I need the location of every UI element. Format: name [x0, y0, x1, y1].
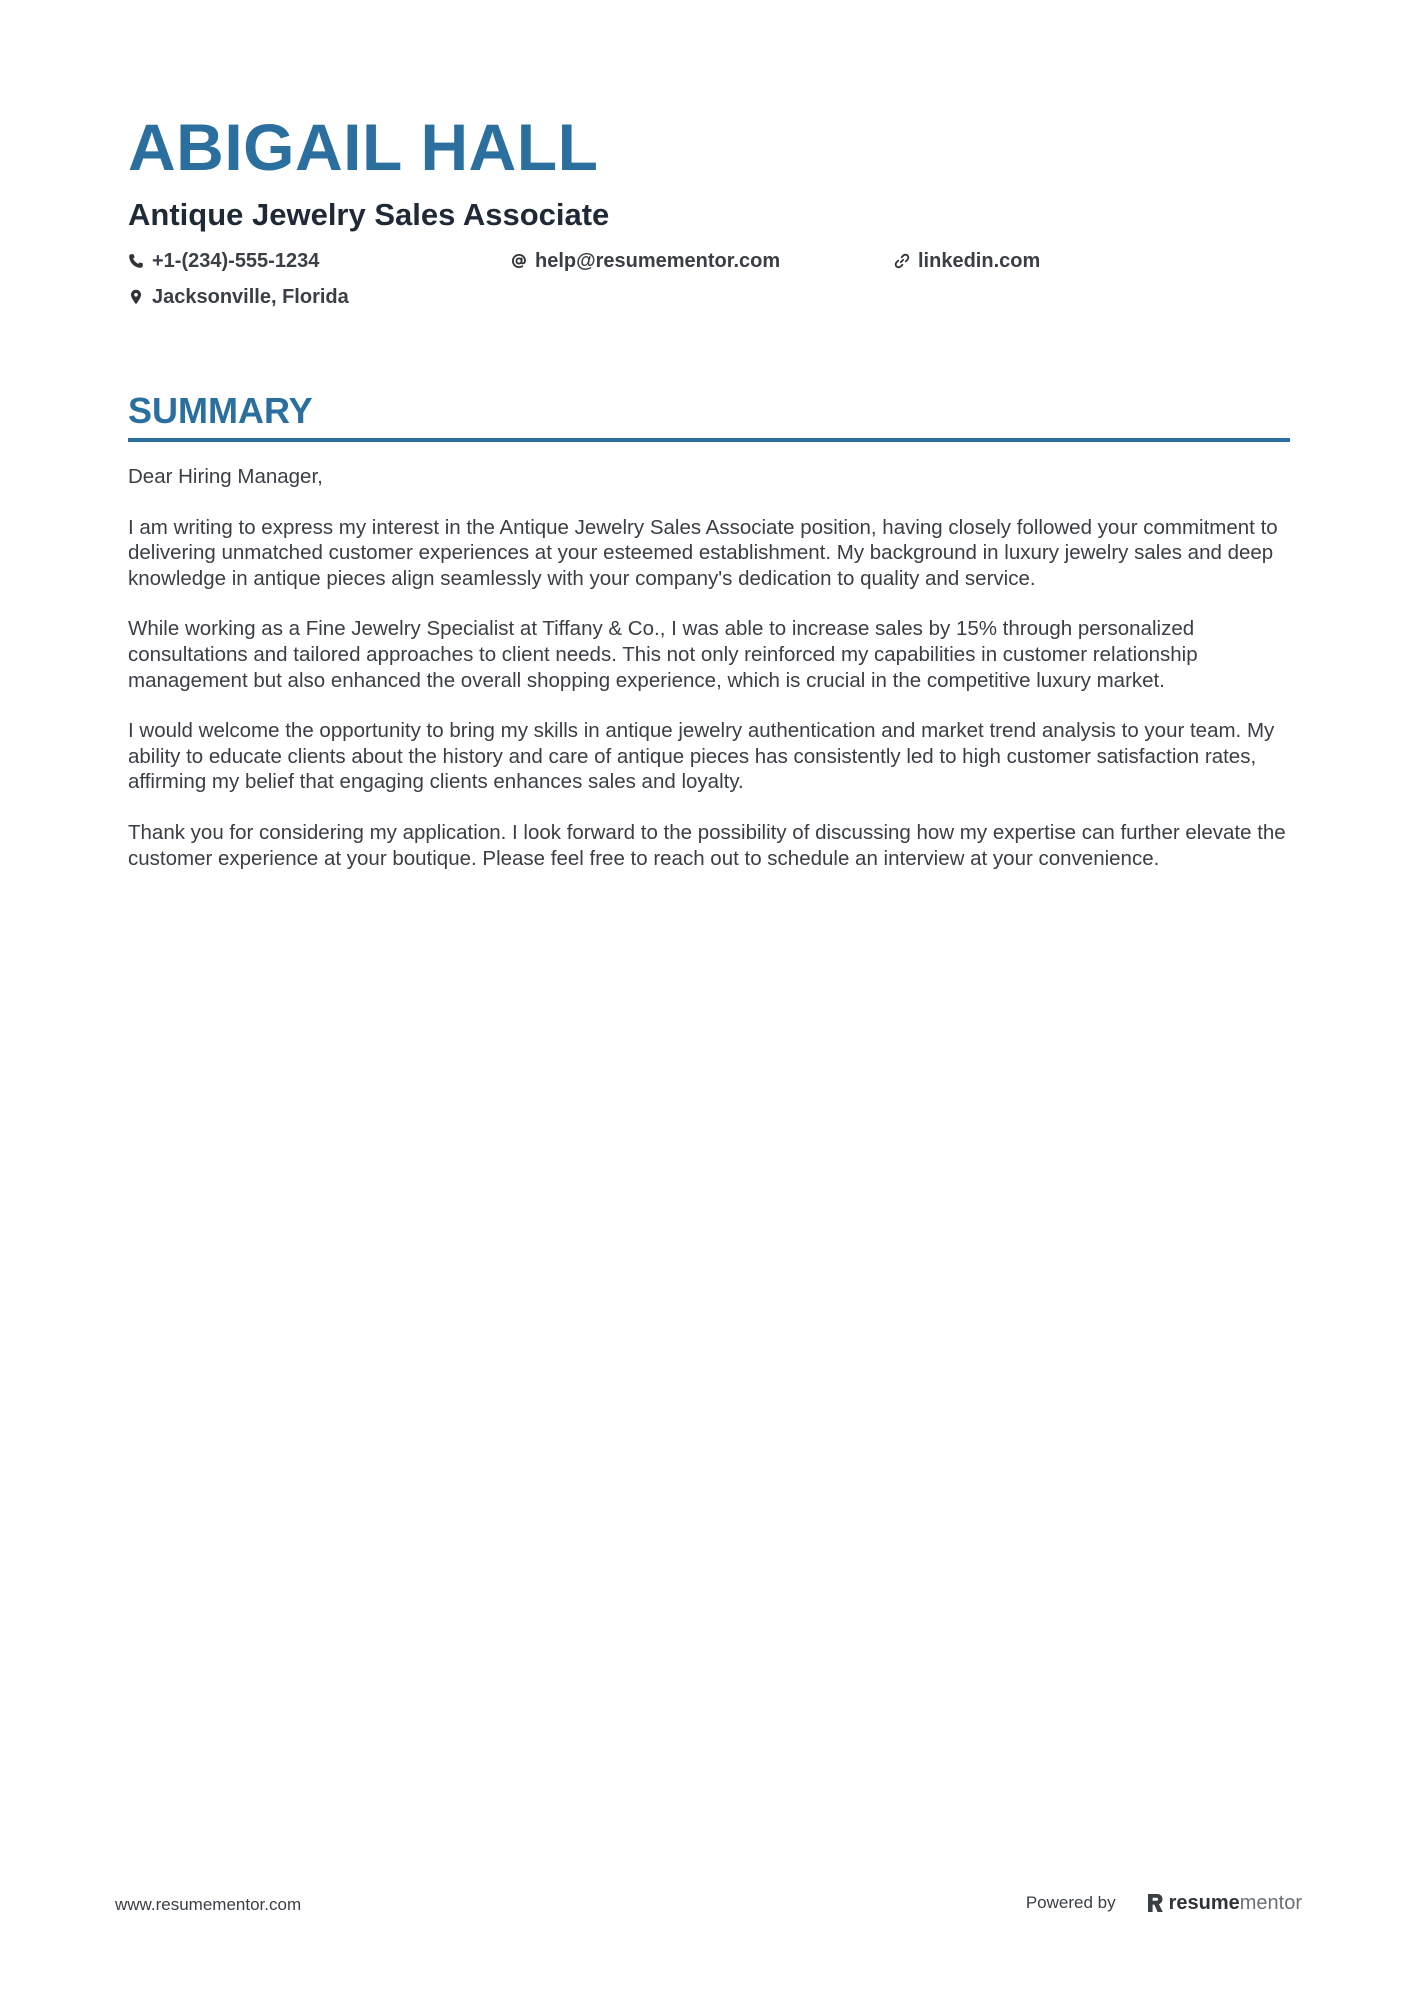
letter-paragraph: While working as a Fine Jewelry Specialist at Tiffany & Co., I was able to increase sales by 15% through personalized consultations and tailored approaches to client needs. This not only reinforced my capabilities in customer relationship management but also enhanced the overall shopping experience, which is crucial in the competitive luxury market.: [128, 617, 1198, 692]
cover-letter-body: [128, 464, 1290, 871]
footer-website[interactable]: www.resumementor.com: [115, 1895, 302, 1914]
at-icon: [511, 253, 527, 269]
job-title: Antique Jewelry Sales Associate: [128, 197, 610, 232]
brand-logo-link[interactable]: [1146, 1891, 1302, 1915]
link-icon: [894, 253, 910, 269]
phone-number: +1-(234)-555-1234: [152, 250, 320, 272]
letter-salutation: Dear Hiring Manager,: [128, 465, 323, 488]
contact-linkedin: [894, 248, 1277, 274]
resumementor-logo-icon: [1146, 1893, 1164, 1913]
brand-name-part2: mentor: [1239, 1892, 1302, 1914]
email-address: help@resumementor.com: [535, 250, 781, 272]
contact-phone: [128, 248, 511, 274]
letter-paragraph: I am writing to express my interest in the Antique Jewelry Sales Associate position, having closely followed your commitment to delivering unmatched customer experiences at your esteemed establishment. My background in luxury jewelry sales and deep knowledge in antique pieces align seamlessly with your company's dedication to quality and service.: [128, 515, 1278, 590]
summary-section: [128, 390, 1290, 871]
contact-email: [511, 248, 894, 274]
contact-location: [128, 284, 511, 310]
location-text: Jacksonville, Florida: [152, 286, 349, 308]
linkedin-link: linkedin.com: [918, 250, 1041, 272]
contact-info: [128, 248, 1290, 310]
candidate-name: ABIGAIL HALL: [128, 110, 599, 184]
resume-page: [128, 108, 1290, 896]
section-heading: SUMMARY: [128, 390, 313, 431]
letter-paragraph: I would welcome the opportunity to bring my skills in antique jewelry authentication and market trend analysis to your team. My ability to educate clients about the history and care of antique pieces has consistently led to high customer satisfaction rates, affirming my belief that engaging clients enhances sales and loyalty.: [128, 719, 1275, 794]
phone-icon: [128, 253, 144, 269]
section-divider: [128, 438, 1290, 442]
brand-name-part1: resume: [1168, 1892, 1240, 1914]
footer-branding: [1026, 1891, 1302, 1915]
location-pin-icon: [128, 289, 144, 305]
letter-paragraph: Thank you for considering my application. I look forward to the possibility of discussing how my expertise can further elevate the customer experience at your boutique. Please feel free to reach out to schedule an interview at your convenience.: [128, 820, 1286, 870]
powered-by-label: Powered by: [1025, 1893, 1116, 1912]
